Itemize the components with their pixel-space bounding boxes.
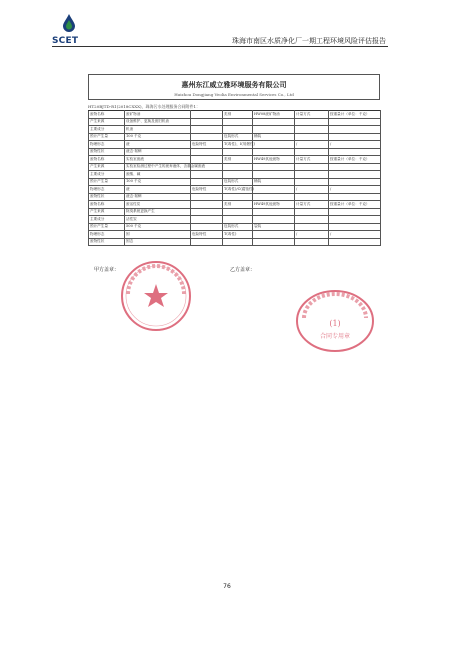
table-cell: 液 bbox=[125, 186, 191, 194]
table-cell: 类别 bbox=[223, 201, 253, 209]
table-cell: 液态·黏稠 bbox=[125, 193, 191, 201]
table-row bbox=[89, 163, 381, 171]
table-cell: 产生来源 bbox=[89, 163, 125, 171]
contract-subtitle: HT20BJTD-R1(2018CXXX)，珠海污水处理服务合同附件1： bbox=[88, 104, 201, 109]
table-cell bbox=[253, 118, 295, 126]
table-cell: 100 千克 bbox=[125, 178, 191, 186]
table-section-row bbox=[89, 156, 381, 164]
party-a-seal bbox=[118, 258, 194, 334]
table-cell: T(毒性) bbox=[223, 231, 253, 239]
table-cell: / bbox=[329, 231, 381, 239]
table-cell bbox=[329, 193, 381, 201]
table-row bbox=[89, 171, 381, 179]
table-cell: 按重量计（单位：千克） bbox=[329, 111, 381, 119]
party-a-label: 甲方盖章： bbox=[94, 267, 120, 273]
table-cell: HW49其他废物 bbox=[253, 201, 295, 209]
table-row bbox=[89, 223, 381, 231]
table-section-row bbox=[89, 111, 381, 119]
table-cell: 废酸、碱 bbox=[125, 171, 191, 179]
logo-text: SCET bbox=[52, 36, 79, 46]
table-cell: 产生来源 bbox=[89, 118, 125, 126]
table-cell: 物理形态 bbox=[89, 186, 125, 194]
table-cell bbox=[295, 163, 329, 171]
table-cell bbox=[329, 163, 381, 171]
table-cell: 固态 bbox=[125, 238, 191, 246]
table-cell bbox=[191, 148, 223, 156]
table-cell bbox=[253, 208, 295, 216]
table-cell bbox=[191, 201, 223, 209]
table-cell: 预计产生量 bbox=[89, 223, 125, 231]
seal-number: (1) bbox=[329, 319, 341, 328]
table-cell bbox=[295, 238, 329, 246]
table-cell: 废物名称 bbox=[89, 111, 125, 119]
table-cell bbox=[329, 238, 381, 246]
table-cell: 按重量计（单位：千克） bbox=[329, 156, 381, 164]
table-cell: 废物名称 bbox=[89, 201, 125, 209]
table-row bbox=[89, 186, 381, 194]
table-cell bbox=[253, 126, 295, 134]
table-cell bbox=[253, 216, 295, 224]
table-cell: 危险特性 bbox=[191, 231, 223, 239]
table-cell bbox=[191, 216, 223, 224]
table-cell: 500 千克 bbox=[125, 223, 191, 231]
party-b-seal bbox=[294, 288, 376, 354]
table-cell bbox=[223, 163, 253, 171]
seal-star-icon bbox=[144, 284, 168, 307]
table-cell: / bbox=[295, 186, 329, 194]
company-name-en: Huizhou Dongjiang Veolia Environmental Services Co., Ltd bbox=[174, 92, 294, 97]
table-cell: 类别 bbox=[223, 111, 253, 119]
company-name-cn: 惠州东江威立雅环境服务有限公司 bbox=[181, 80, 287, 89]
table-cell bbox=[253, 231, 295, 239]
table-row bbox=[89, 141, 381, 149]
table-cell: 除臭系统更换产生 bbox=[125, 208, 191, 216]
page-number: 76 bbox=[223, 583, 231, 590]
table-cell bbox=[223, 118, 253, 126]
table-row bbox=[89, 126, 381, 134]
table-cell bbox=[253, 186, 295, 194]
table-cell: 废物性状 bbox=[89, 193, 125, 201]
table-cell bbox=[253, 193, 295, 201]
table-cell bbox=[253, 148, 295, 156]
seal-caption: 合同专用章 bbox=[319, 333, 351, 340]
table-cell: 桶装 bbox=[253, 133, 295, 141]
table-cell bbox=[223, 126, 253, 134]
table-cell bbox=[329, 171, 381, 179]
table-cell bbox=[295, 171, 329, 179]
table-cell: 废物性状 bbox=[89, 148, 125, 156]
header-divider bbox=[52, 46, 388, 47]
table-cell: T(毒性)/C(腐蚀性) bbox=[223, 186, 253, 194]
table-cell: 液 bbox=[125, 141, 191, 149]
table-cell: / bbox=[295, 231, 329, 239]
waste-table bbox=[88, 110, 381, 246]
table-cell: HW49其他废物 bbox=[253, 156, 295, 164]
table-cell: / bbox=[295, 141, 329, 149]
table-cell bbox=[191, 133, 223, 141]
table-cell: 预计产生量 bbox=[89, 178, 125, 186]
table-cell: 物理形态 bbox=[89, 141, 125, 149]
table-cell: HW08废矿物油 bbox=[253, 111, 295, 119]
table-cell: 100 千克 bbox=[125, 133, 191, 141]
company-header-box bbox=[88, 74, 380, 100]
table-cell: 主要成分 bbox=[89, 126, 125, 134]
table-cell bbox=[295, 193, 329, 201]
table-cell bbox=[329, 118, 381, 126]
table-cell: / bbox=[329, 186, 381, 194]
table-cell bbox=[223, 238, 253, 246]
water-drop-icon bbox=[63, 14, 75, 32]
table-cell: 固 bbox=[125, 231, 191, 239]
table-cell: 桶装 bbox=[253, 178, 295, 186]
table-cell bbox=[295, 133, 329, 141]
table-cell bbox=[223, 216, 253, 224]
table-cell: 设备维护、更换及废旧机油 bbox=[125, 118, 191, 126]
table-cell bbox=[253, 141, 295, 149]
table-cell bbox=[329, 178, 381, 186]
table-cell: 包装形式 bbox=[223, 223, 253, 231]
table-cell: 类别 bbox=[223, 156, 253, 164]
table-row bbox=[89, 208, 381, 216]
table-cell bbox=[295, 223, 329, 231]
table-cell bbox=[191, 223, 223, 231]
table-row bbox=[89, 133, 381, 141]
table-cell: 产生来源 bbox=[89, 208, 125, 216]
table-cell: 包装形式 bbox=[223, 178, 253, 186]
table-cell bbox=[329, 208, 381, 216]
table-cell: 包装形式 bbox=[223, 133, 253, 141]
table-cell: T(毒性)，I(易燃性) bbox=[223, 141, 253, 149]
table-cell: 实验室检测过程中产生的废弃液体，含重金属废液 bbox=[125, 163, 191, 171]
table-cell bbox=[191, 111, 223, 119]
table-cell: 袋装 bbox=[253, 223, 295, 231]
table-row bbox=[89, 216, 381, 224]
table-cell bbox=[295, 208, 329, 216]
table-row bbox=[89, 118, 381, 126]
table-cell bbox=[329, 133, 381, 141]
table-cell bbox=[295, 118, 329, 126]
report-title: 珠海市南区水质净化厂一期工程环境风险评估报告 bbox=[232, 37, 386, 45]
table-cell bbox=[191, 171, 223, 179]
table-cell: 机油 bbox=[125, 126, 191, 134]
table-cell bbox=[191, 178, 223, 186]
table-cell bbox=[223, 171, 253, 179]
table-cell bbox=[295, 216, 329, 224]
table-cell bbox=[223, 148, 253, 156]
table-cell: 活性炭 bbox=[125, 216, 191, 224]
table-cell: 按重量计（单位：千克） bbox=[329, 201, 381, 209]
table-cell: 危险特性 bbox=[191, 141, 223, 149]
table-cell bbox=[329, 223, 381, 231]
table-cell bbox=[295, 148, 329, 156]
table-cell: 危险特性 bbox=[191, 186, 223, 194]
table-cell: 废活性炭 bbox=[125, 201, 191, 209]
table-cell bbox=[191, 193, 223, 201]
table-cell bbox=[253, 171, 295, 179]
table-cell bbox=[253, 163, 295, 171]
table-row bbox=[89, 148, 381, 156]
company-logo bbox=[52, 14, 98, 50]
table-cell: 实验室废液 bbox=[125, 156, 191, 164]
table-cell bbox=[295, 126, 329, 134]
table-cell bbox=[223, 208, 253, 216]
table-cell: 废矿物油 bbox=[125, 111, 191, 119]
table-cell: 计量方式 bbox=[295, 201, 329, 209]
table-cell bbox=[329, 148, 381, 156]
table-cell: 废物名称 bbox=[89, 156, 125, 164]
table-cell bbox=[191, 238, 223, 246]
table-cell bbox=[191, 118, 223, 126]
table-cell bbox=[329, 216, 381, 224]
table-cell bbox=[191, 208, 223, 216]
table-cell bbox=[253, 238, 295, 246]
contract-scan bbox=[88, 74, 380, 264]
table-cell: 计量方式 bbox=[295, 156, 329, 164]
table-cell: 废物性状 bbox=[89, 238, 125, 246]
table-section-row bbox=[89, 201, 381, 209]
table-cell: 主要成分 bbox=[89, 171, 125, 179]
table-row bbox=[89, 178, 381, 186]
table-row bbox=[89, 231, 381, 239]
table-cell: 液态·黏稠 bbox=[125, 148, 191, 156]
table-cell bbox=[191, 126, 223, 134]
party-b-label: 乙方盖章： bbox=[230, 267, 256, 273]
table-cell bbox=[295, 178, 329, 186]
table-row bbox=[89, 193, 381, 201]
table-row bbox=[89, 238, 381, 246]
table-cell: 主要成分 bbox=[89, 216, 125, 224]
table-cell: 物理形态 bbox=[89, 231, 125, 239]
table-cell: 预计产生量 bbox=[89, 133, 125, 141]
table-cell bbox=[223, 193, 253, 201]
table-cell bbox=[191, 156, 223, 164]
table-cell bbox=[329, 126, 381, 134]
table-cell: 计量方式 bbox=[295, 111, 329, 119]
table-cell: / bbox=[329, 141, 381, 149]
